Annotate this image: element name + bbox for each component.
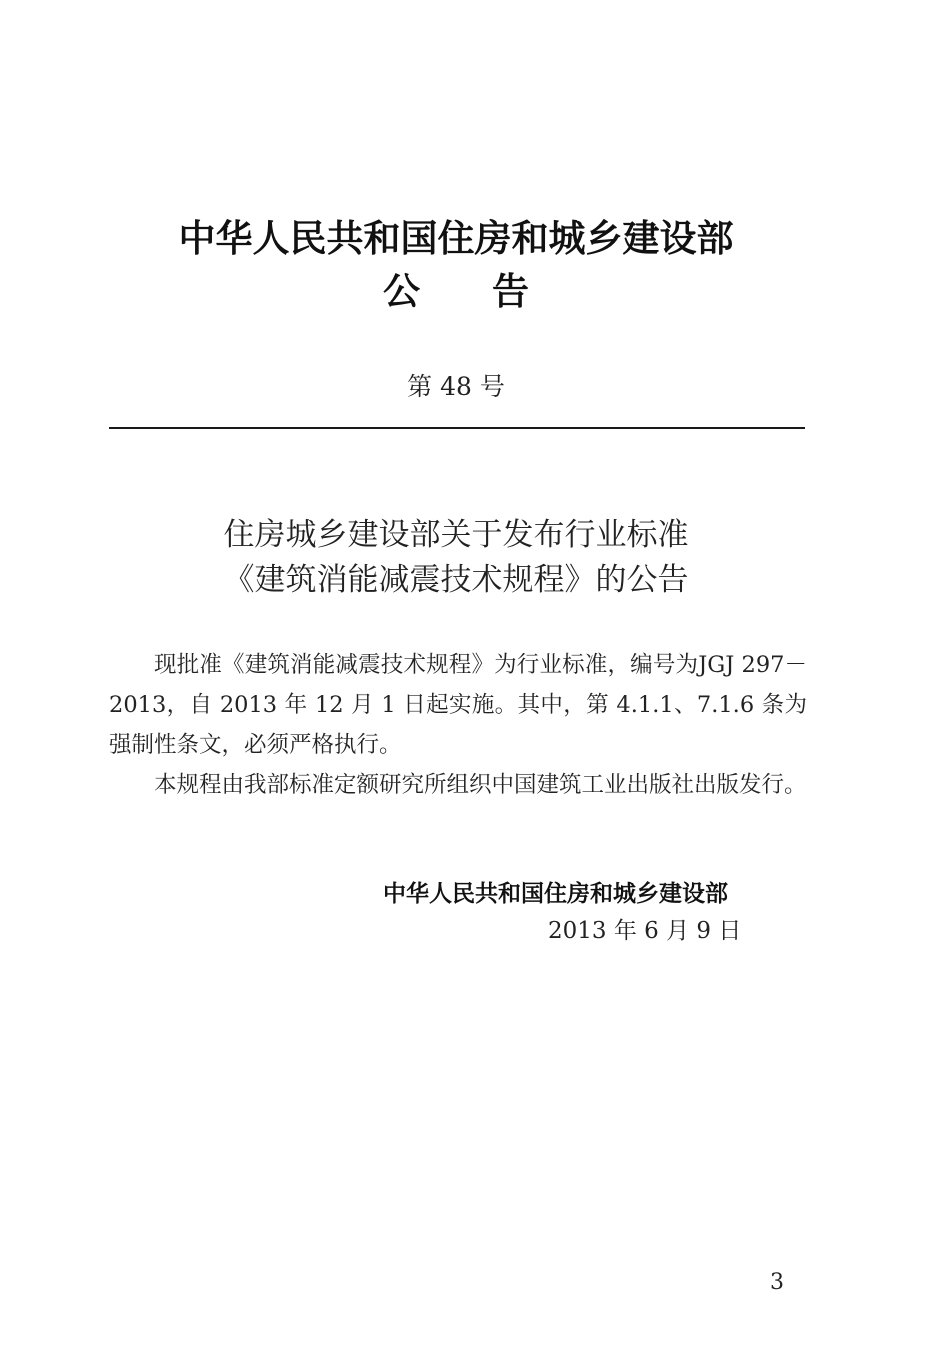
page-number: 3 bbox=[770, 1270, 784, 1295]
announcement-body bbox=[109, 645, 807, 805]
announcement-heading-line-1: 住房城乡建设部关于发布行业标准 bbox=[223, 517, 689, 553]
signature-date: 2013 年 6 月 9 日 bbox=[548, 918, 742, 944]
document-type-title bbox=[0, 266, 912, 316]
document-type-char-2: 告 bbox=[492, 269, 529, 313]
body-paragraph-publication: 本规程由我部标准定额研究所组织中国建筑工业出版社出版发行。 bbox=[154, 772, 807, 798]
signature-issuer: 中华人民共和国住房和城乡建设部 bbox=[383, 881, 728, 907]
body-paragraph-approval: 现批准《建筑消能减震技术规程》为行业标准，编号为JGJ 297－2013，自 2013 年 12 月 1 日起实施。其中，第 4.1.1、7.1.6 条为强制性条文，必须严格执行。 bbox=[109, 652, 807, 758]
issuer-title: 中华人民共和国住房和城乡建设部 bbox=[178, 216, 734, 260]
document-type-char-1: 公 bbox=[383, 269, 420, 313]
issue-number: 第 48 号 bbox=[407, 372, 505, 401]
announcement-heading-line-2: 《建筑消能减震技术规程》的公告 bbox=[223, 562, 689, 598]
header-divider bbox=[109, 427, 805, 429]
